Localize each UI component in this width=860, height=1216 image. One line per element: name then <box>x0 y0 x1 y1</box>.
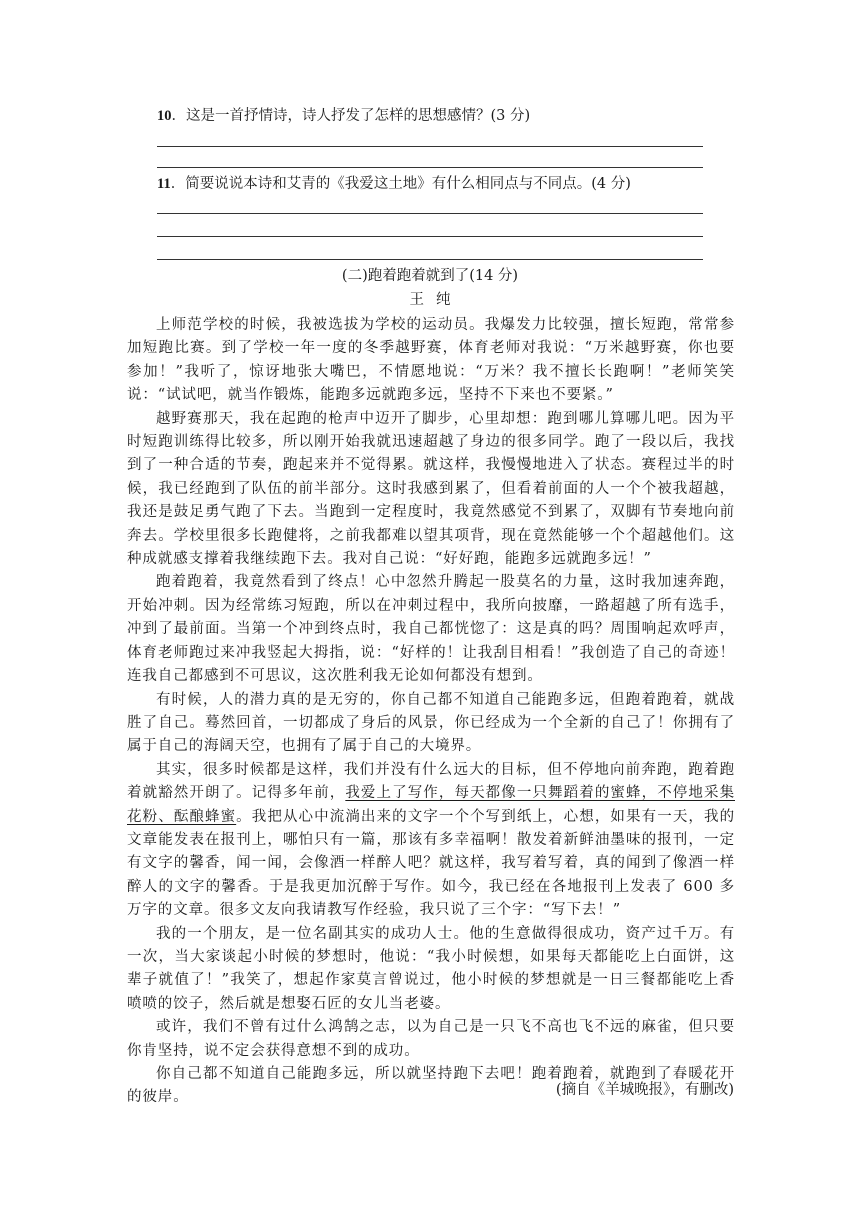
paragraph-text: 。我把从心中流淌出来的文字一个个写到纸上，心想，如果有一天，我的文章能发表在报刊上，哪怕只有一篇，那该有多幸福啊！散发着新鲜油墨味的报刊，一定有文字的馨香，闻一闻，会像酒一样醉人吧？就这样，我写着写着，真的闻到了像酒一样醉人的文字的馨香。于是我更加沉醉于写作。如今，我已经在各地报刊上发表了 600 多万字的文章。很多文友向我请教写作经验，我只说了三个字：“写下去！” <box>127 808 735 919</box>
question-text: ．这是一首抒情诗，诗人抒发了怎样的思想感情？(3 分) <box>171 108 531 124</box>
article-source: (摘自《羊城晚报》，有删改) <box>555 1082 734 1098</box>
answer-line[interactable] <box>157 167 703 168</box>
paragraph-text: 其实，很多时候都是这样，我们并没有什么远大的目标，但不停地向前奔跑，跑着跑着就豁然开朗了。记得多年前， <box>127 761 735 802</box>
paragraph: 或许，我们不曾有过什么鸿鹄之志，以为自己是一只飞不高也飞不远的麻雀，但只要你肯坚持，说不定会获得意想不到的成功。 <box>127 1019 735 1059</box>
section-title: (二)跑着跑着就到了(14 分) <box>341 268 519 284</box>
article-body <box>127 314 735 1110</box>
underlined-sentence: 我爱上了写作，每天都像一只舞蹈着的蜜蜂，不停地采集花粉、酝酿蜂蜜 <box>127 785 735 825</box>
answer-line[interactable] <box>157 146 703 147</box>
question-text: ．简要说说本诗和艾青的《我爱这土地》有什么相同点与不同点。(4 分) <box>170 176 631 192</box>
paragraph <box>127 759 735 923</box>
paragraph: 上师范学校的时候，我被选拔为学校的运动员。我爆发力比较强，擅长短跑，常常参加短跑比赛。到了学校一年一度的冬季越野赛，体育老师对我说：“万米越野赛，你也要参加！”我听了，惊讶地张大嘴巴，不情愿地说：“万米？我不擅长长跑啊！”老师笑笑说：“试试吧，就当作锻炼，能跑多远就跑多远，坚持不下来也不要紧。” <box>127 317 735 404</box>
paragraph: 越野赛那天，我在起跑的枪声中迈开了脚步，心里却想：跑到哪儿算哪儿吧。因为平时短跑训练得比较多，所以刚开始我就迅速超越了身边的很多同学。跑了一段以后，我找到了一种合适的节奏，跑起来并不觉得累。就这样，我慢慢地进入了状态。赛程过半的时候，我已经跑到了队伍的前半部分。这时我感到累了，但看着前面的人一个个被我超越，我还是鼓足勇气跑了下去。当跑到一定程度时，我竟然感觉不到累了，双脚有节奏地向前奔去。学校里很多长跑健将，之前我都难以望其项背，现在竟然能够一个个超越他们。这种成就感支撑着我继续跑下去。我对自己说：“好好跑，能跑多远就跑多远！” <box>127 410 735 568</box>
paragraph: 我的一个朋友，是一位名副其实的成功人士。他的生意做得很成功，资产过千万。有一次，当大家谈起小时候的梦想时，他说：“我小时候想，如果每天都能吃上白面饼，这辈子就值了！”我笑了，想起作家莫言曾说过，他小时候的梦想就是一日三餐都能吃上香喷喷的饺子，然后就是想娶石匠的女儿当老婆。 <box>127 925 735 1012</box>
question-number: 11 <box>157 176 171 192</box>
paragraph: 你自己都不知道自己能跑多远，所以就坚持跑下去吧！跑着跑着，就跑到了春暖花开的彼岸。 <box>127 1066 735 1106</box>
answer-line[interactable] <box>157 259 703 260</box>
answer-line[interactable] <box>157 236 703 237</box>
article-author: 王纯 <box>409 292 463 308</box>
question-number: 10 <box>157 108 172 124</box>
paragraph: 有时候，人的潜力真的是无穷的，你自己都不知道自己能跑多远，但跑着跑着，就战胜了自己。蓦然回首，一切都成了身后的风景，你已经成为一个全新的自己了！你拥有了属于自己的海阔天空，也拥有了属于自己的大境界。 <box>127 691 735 755</box>
question-10 <box>157 106 717 126</box>
question-11 <box>157 174 717 194</box>
answer-line[interactable] <box>157 213 703 214</box>
paragraph: 跑着跑着，我竟然看到了终点！心中忽然升腾起一股莫名的力量，这时我加速奔跑，开始冲刺。因为经常练习短跑，所以在冲刺过程中，我所向披靡，一路超越了所有选手，冲到了最前面。当第一个冲到终点时，我自己都恍惚了：这是真的吗？周围响起欢呼声，体育老师跑过来冲我竖起大拇指，说：“好样的！让我刮目相看！”我创造了自己的奇迹！连我自己都感到不可思议，这次胜利我无论如何都没有想到。 <box>127 574 735 685</box>
